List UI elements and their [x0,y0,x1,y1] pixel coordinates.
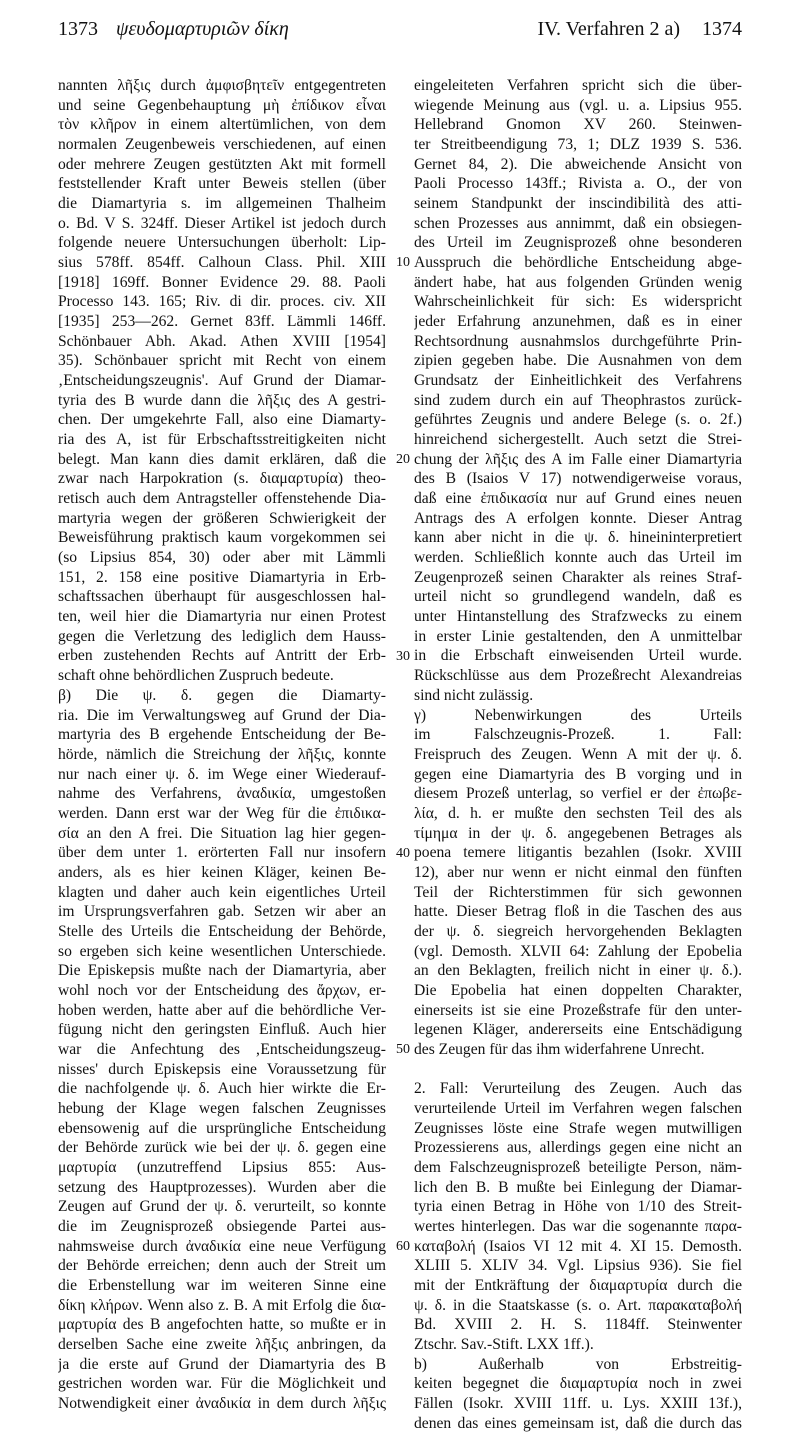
text-line: gegen eine Diamartyria des B vorging und in [414,765,742,783]
text-line: urteil nicht so grundlegend wandeln, daß es [414,588,742,606]
text-line: fügung nicht den geringsten Einfluß. Auch hier [58,1021,386,1039]
text-line: τίμημα in der ψ. δ. angegebenen Betrages als [414,824,742,842]
text-line: wohl noch vor der Entscheidung des ἄρχων, er- [58,981,386,999]
text-line: σία an den A frei. Die Situation lag hier gegen- [58,824,386,842]
text-line: (so Lipsius 854, 30) oder aber mit Lämmli [58,549,386,567]
text-line: daß eine ἐπιδικασία nur auf Grund eines neuen [414,490,742,508]
text-line: 35). Schönbauer spricht mit Recht von einem [58,352,386,370]
text-line: die nachfolgende ψ. δ. Auch hier wirkte die Er- [58,1080,386,1098]
text-line: hebung der Klage wegen falschen Zeugnisses [58,1099,386,1117]
line-number: 60 [396,1239,410,1255]
left-text-column [58,76,386,1414]
right-text-column [414,76,742,1433]
text-line: Notwendigkeit einer ἀναδικία in dem durch λῆξις [58,1395,386,1413]
text-line: Rückschlüsse aus dem Prozeßrecht Alexandreias [414,667,742,685]
text-line: Freispruch des Zeugen. Wenn A mit der ψ. δ. [414,745,742,763]
header-right [537,18,742,41]
text-line: wiegende Meinung aus (vgl. u. a. Lipsius 955. [414,96,742,114]
text-line: seinem Standpunkt der inscindibilità des atti- [414,195,742,213]
text-line: Stelle des Urteils die Entscheidung der Behörde, [58,922,386,940]
text-line: anders, als es hier keinen Kläger, keinen Be- [58,863,386,881]
text-line: schaftssachen überhaupt für ausgeschlossen hal- [58,588,386,606]
text-line: wertes hinterlegen. Das war die sogenannte παρα- [414,1217,742,1235]
text-line: unter Hintanstellung des Strafzwecks zu einem [414,608,742,626]
text-line: ria des A, ist für Erbschaftsstreitigkeiten nicht [58,431,386,449]
text-line: im Ursprungsverfahren gab. Setzen wir aber an [58,903,386,921]
text-line: dem Falschzeugnisprozeß beteiligte Person, näm- [414,1158,742,1176]
text-line: an den Beklagten, freilich nicht in einer ψ. δ.). [414,962,742,980]
text-line: hoben werden, hatte aber auf die behördliche Ver- [58,1001,386,1019]
text-line: geführtes Zeugnis und andere Belege (s. o. 2f.) [414,411,742,429]
text-line [414,1060,742,1080]
text-line: ja die erste auf Grund der Diamartyria des B [58,1355,386,1373]
text-line: tyria einen Betrag in Höhe von 1/10 des Streit- [414,1198,742,1216]
text-line: καταβολή (Isaios VI 12 mit 4. XI 15. Demosth. [414,1237,742,1255]
text-line: b) Außerhalb von Erbstreitig- [414,1355,742,1373]
text-line: Zeugenprozeß seinen Charakter als reines Straf- [414,568,742,586]
text-line: martyria des B ergehende Entscheidung der Be- [58,726,386,744]
text-line: tyria des B wurde dann die λῆξις des A gestri- [58,391,386,409]
text-line: [1918] 169ff. Bonner Evidence 29. 88. Paoli [58,273,386,291]
left-page-number: 1373 [58,18,98,40]
text-line: Antrags des A erfolgen konnte. Dieser Antrag [414,509,742,527]
text-line: martyria wegen der größeren Schwierigkeit der [58,509,386,527]
text-line: XLIII 5. XLIV 34. Vgl. Lipsius 936). Sie fiel [414,1257,742,1275]
text-line: Ausspruch die behördliche Entscheidung abge- [414,254,742,272]
text-line: diesem Prozeß unterlag, so verfiel er der ἐπωβε- [414,785,742,803]
text-line: Fällen (Isokr. XVIII 11ff. u. Lys. XXIII 13f.), [414,1395,742,1413]
text-line: sind zudem durch ein auf Theophrastos zurück- [414,391,742,409]
text-line: über dem unter 1. erörterten Fall nur insofern [58,844,386,862]
text-line: chen. Der umgekehrte Fall, also eine Diamarty- [58,411,386,429]
text-line: retisch auch dem Antragsteller offenstehende Dia- [58,490,386,508]
text-line: 151, 2. 158 eine positive Diamartyria in Erb- [58,568,386,586]
text-line: ‚Entscheidungszeugnis'. Auf Grund der Diamar- [58,372,386,390]
text-line: folgende neuere Untersuchungen überholt: Lip- [58,234,386,252]
text-line: die Diamartyria s. im allgemeinen Thalheim [58,195,386,213]
text-line: Hellebrand Gnomon XV 260. Steinwen- [414,116,742,134]
line-number: 30 [396,648,410,664]
text-line: des Zeugen für das ihm widerfahrene Unrecht. [414,1040,705,1058]
text-line: o. Bd. V S. 324ff. Dieser Artikel ist jedoch durch [58,214,386,232]
line-number: 10 [396,255,410,271]
text-line: Wahrscheinlichkeit für sich: Es widerspricht [414,293,742,311]
line-number: 20 [396,451,410,467]
text-line: gegen die Verletzung des lediglich dem Hauss- [58,627,386,645]
text-line: ändert habe, hat aus folgenden Gründen wenig [414,273,742,291]
text-line: im Falschzeugnis-Prozeß. 1. Fall: [414,726,742,744]
text-line: keiten begegnet die διαμαρτυρία noch in zwei [414,1375,742,1393]
text-line: legenen Kläger, andererseits eine Entschädigung [414,1021,742,1039]
text-line: feststellender Kraft unter Beweis stellen (über [58,175,386,193]
text-line: ter Streitbeendigung 73, 1; DLZ 1939 S. 536. [414,136,742,154]
text-line: einerseits ist sie eine Prozeßstrafe für den unter- [414,1001,742,1019]
line-number: 40 [396,845,410,861]
text-line: ψ. δ. in die Staatskasse (s. o. Art. παρακαταβολή [414,1296,742,1314]
text-line: nur nach einer ψ. δ. im Wege einer Wiederauf- [58,765,386,783]
text-line: oder mehrere Zeugen gestützten Akt mit formell [58,155,386,173]
text-line: hinreichend sichergestellt. Auch setzt die Strei- [414,431,742,449]
text-line: normalen Zeugenbeweis verschiedenen, auf einen [58,136,386,154]
line-number: 50 [396,1042,410,1058]
text-line: sind nicht zulässig. [414,686,534,704]
text-line: ria. Die im Verwaltungsweg auf Grund der Dia- [58,706,386,724]
text-line: war die Anfechtung des ‚Entscheidungszeug- [58,1040,386,1058]
text-line: der Behörde zurück wie bei der ψ. δ. gegen eine [58,1139,386,1157]
page-header [58,18,742,58]
text-line: γ) Nebenwirkungen des Urteils [414,706,742,724]
text-line: zwar nach Harpokration (s. διαμαρτυρία) theo- [58,470,386,488]
text-line: des B (Isaios V 17) notwendigerweise voraus, [414,470,742,488]
text-line: die Erbenstellung war im weiteren Sinne eine [58,1276,386,1294]
text-line: und seine Gegenbehauptung μὴ ἐπίδικον εἶναι [58,96,386,114]
text-line: die im Zeugnisprozeß obsiegende Partei aus- [58,1217,386,1235]
text-line: Beweisführung praktisch kaum vorgekommen sei [58,529,386,547]
text-line: Processo 143. 165; Riv. di dir. proces. civ. XII [58,293,386,311]
right-page-number: 1374 [702,18,742,40]
text-line: Prozessierens aus, allerdings gegen eine nicht an [414,1139,742,1157]
text-line: δίκη κλήρων. Wenn also z. B. A mit Erfolg die δια- [58,1296,386,1314]
text-line: in erster Linie gestaltenden, den A unmittelbar [414,627,742,645]
text-line: 12), aber nur wenn er nicht einmal den fünften [414,863,742,881]
text-line: (vgl. Demosth. XLVII 64: Zahlung der Epobelia [414,942,742,960]
text-line: eingeleiteten Verfahren spricht sich die über- [414,77,742,94]
text-line: jeder Erfahrung anzunehmen, daß es in einer [414,313,742,331]
running-title: ψευδομαρτυριῶν δίκη [116,18,289,40]
text-line: des Urteil im Zeugnisprozeß ohne besonderen [414,234,742,252]
text-line: werden. Dann erst war der Weg für die ἐπιδικα- [58,804,386,822]
text-line: so ergeben sich keine wesentlichen Unterschiede. [58,942,386,960]
text-line: nahmsweise durch ἀναδικία eine neue Verfügung [58,1237,386,1255]
text-line: Zeugnisses löste eine Strafe wegen mutwilligen [414,1119,742,1137]
text-line: τὸν κλῆρον in einem altertümlichen, von dem [58,116,386,134]
text-line: ten, weil hier die Diamartyria nur einen Protest [58,608,386,626]
text-line: sius 578ff. 854ff. Calhoun Class. Phil. XIII [58,254,386,272]
text-line: Rechtsordnung ausnahmslos durchgeführte Prin- [414,332,742,350]
text-line: kann aber nicht in die ψ. δ. hineininterpretiert [414,529,742,547]
text-line: zipien gegeben habe. Die Ausnahmen von dem [414,352,742,370]
text-line: Ztschr. Sav.-Stift. LXX 1ff.). [414,1336,594,1353]
text-line: chung der λῆξις des A im Falle einer Diamartyria [414,450,742,468]
text-line: ebensowenig auf die ursprüngliche Entscheidung [58,1119,386,1137]
text-line: poena temere litigantis bezahlen (Isokr. XVIII [414,844,742,862]
section-heading: IV. Verfahren 2 a) [537,18,680,40]
header-left [58,18,289,41]
text-line: β) Die ψ. δ. gegen die Diamarty- [58,686,386,704]
text-line: lich den B. B mußte bei Einlegung der Diamar- [414,1178,742,1196]
text-line: gestrichen worden war. Für die Möglichkeit und [58,1375,386,1393]
text-line: Die Episkepsis mußte nach der Diamartyria, aber [58,962,386,980]
text-line: mit der Entkräftung der διαμαρτυρία durch die [414,1276,742,1294]
text-line: klagten und daher auch kein eigentliches Urteil [58,883,386,901]
text-line: Paoli Processo 143ff.; Rivista a. O., der von [414,175,742,193]
text-line: der Behörde erreichen; denn auch der Streit um [58,1257,386,1275]
text-line: Grundsatz der Einheitlichkeit des Verfahrens [414,372,742,390]
text-line: setzung des Hauptprozesses). Wurden aber die [58,1178,386,1196]
text-line: der ψ. δ. siegreich hervorgehenden Beklagten [414,922,742,940]
text-line: in die Erbschaft einweisenden Urteil wurde. [414,647,742,665]
text-line: schaft ohne behördlichen Zuspruch bedeute. [58,667,334,685]
text-line: verurteilende Urteil im Verfahren wegen falschen [414,1099,742,1117]
text-line: μαρτυρία des B angefochten hatte, so mußte er in [58,1316,386,1334]
text-line: erben zustehenden Rechts auf Antritt der Erb- [58,647,386,665]
text-line: λία, d. h. er mußte den sechsten Teil des als [414,804,742,822]
text-line: nisses' durch Episkepsis eine Voraussetzung für [58,1060,386,1078]
text-line: Die Epobelia hat einen doppelten Charakter, [414,981,742,999]
text-line: denen das eines gemeinsam ist, daß die durch das [414,1414,742,1432]
text-line: Bd. XVIII 2. H. S. 1184ff. Steinwenter [414,1316,742,1334]
text-line: belegt. Man kann dies damit erklären, daß die [58,450,386,468]
text-line: μαρτυρία (unzutreffend Lipsius 855: Aus- [58,1158,386,1176]
text-line: nahme des Verfahrens, ἀναδικία, umgestoßen [58,785,386,803]
text-line: Gernet 84, 2). Die abweichende Ansicht von [414,155,742,173]
text-line: Teil der Richterstimmen für sich gewonnen [414,883,742,901]
text-line: 2. Fall: Verurteilung des Zeugen. Auch das [414,1080,742,1098]
text-line: derselben Sache eine zweite λῆξις anbringen, da [58,1336,386,1353]
text-line: werden. Schließlich konnte auch das Urteil im [414,549,742,567]
text-line: Zeugen auf Grund der ψ. δ. verurteilt, so konnte [58,1198,386,1216]
text-line: hörde, nämlich die Streichung der λῆξις, konnte [58,745,386,763]
text-line: schen Prozesses aus annimmt, daß ein obsiegen- [414,214,742,232]
text-line: Schönbauer Abh. Akad. Athen XVIII [1954] [58,332,386,350]
text-line: [1935] 253—262. Gernet 83ff. Lämmli 146ff. [58,313,386,331]
text-line: nannten λῆξις durch ἀμφισβητεῖν entgegentreten [58,77,386,94]
text-line: hatte. Dieser Betrag floß in die Taschen des aus [414,903,742,921]
